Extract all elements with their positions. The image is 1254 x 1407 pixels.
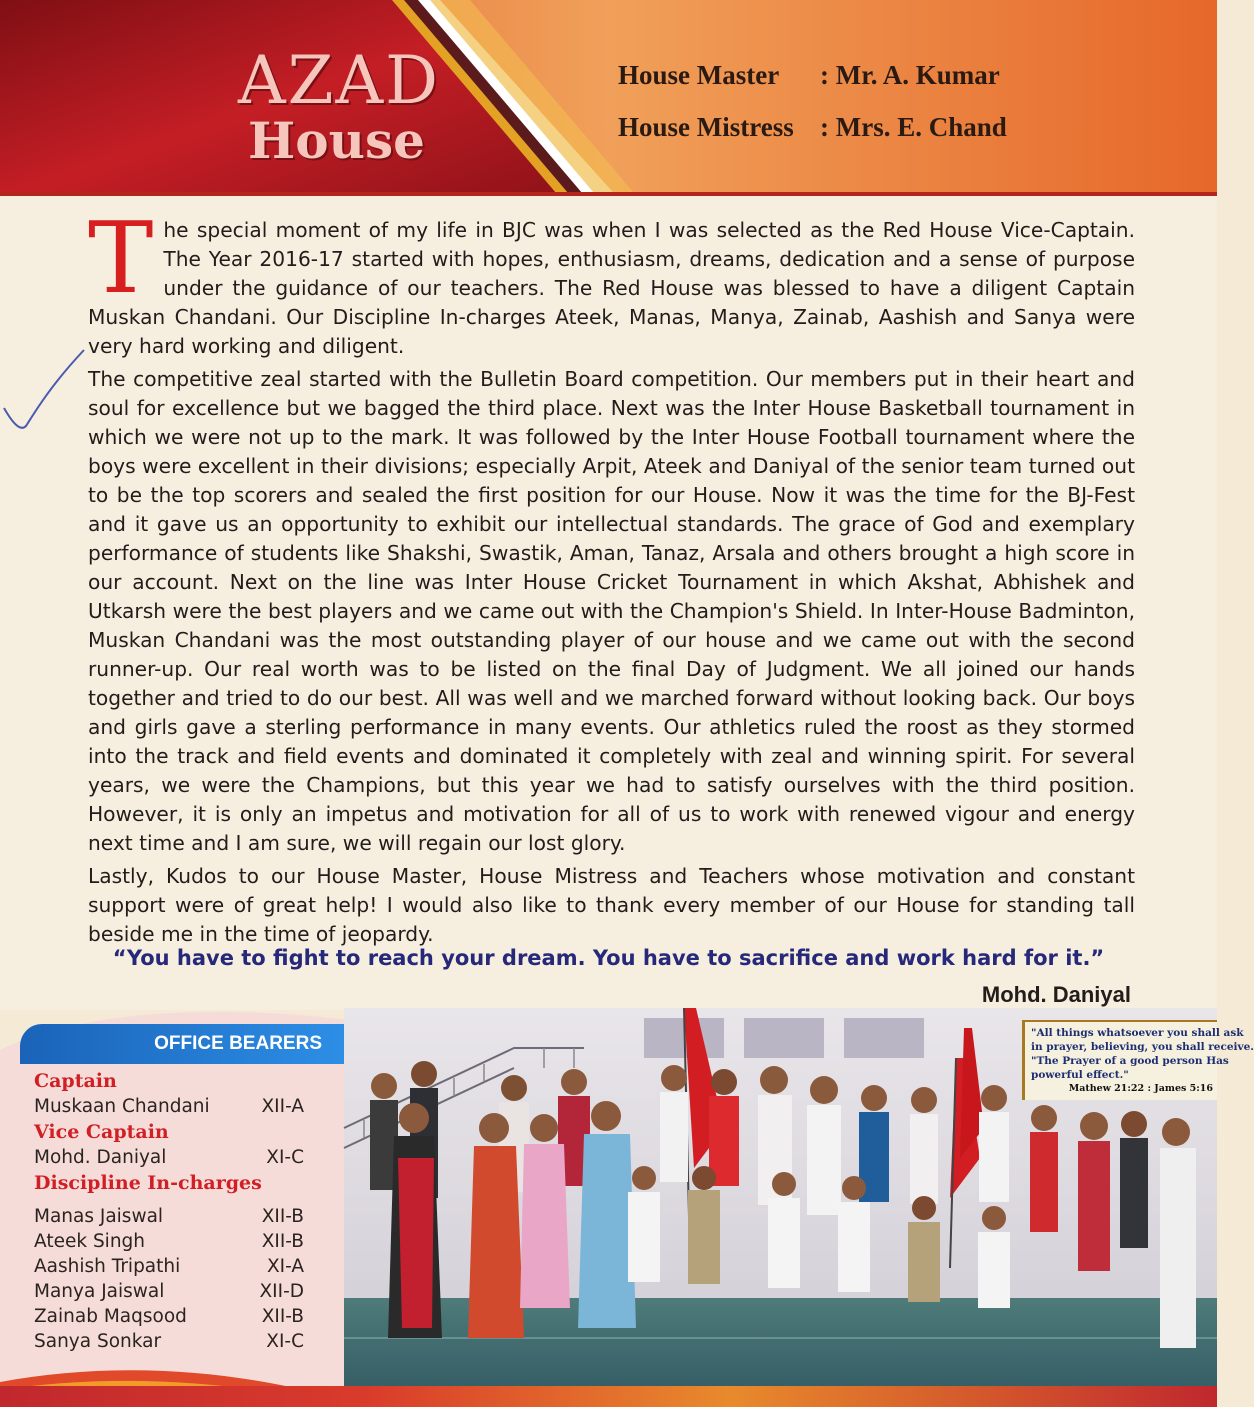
member-class: XI-A [266,1256,304,1277]
member-class: XII-D [259,1281,304,1302]
discipline-row [34,1229,304,1254]
member-name: Manya Jaiswal [34,1281,165,1302]
house-master [618,60,1000,91]
member-name: Sanya Sonkar [34,1331,162,1352]
member-name: Manas Jaiswal [34,1206,164,1227]
verse-line: "All things whatsoever you shall ask [1031,1027,1244,1039]
house-master-label: House Master [618,60,780,90]
discipline-row [34,1304,304,1329]
house-mistress-name: : Mrs. E. Chand [820,112,1007,142]
office-bearers-list [34,1068,334,1354]
verse-line: in prayer, believing, you shall receive. [1031,1041,1254,1053]
house-master-name: : Mr. A. Kumar [820,60,1000,90]
office-bearers-heading-text: OFFICE BEARERS [154,1033,322,1054]
vice-captain-role: Vice Captain [34,1121,169,1143]
office-bearers-heading [20,1024,344,1064]
member-class: XII-A [261,1096,304,1117]
article-paragraph: Lastly, Kudos to our House Master, House Mistress and Teachers whose motivation and constant support were of great help! I would also like to thank every member of our House for standing tall beside me in the time of jeopardy. [88,864,1135,946]
paragraph-text: he special moment of my life in BJC was when I was selected as the Red House Vice-Captain. The Year 2016-17 started with hopes, enthusiasm, dreams, dedication and a sense of purpose under the guidance of our teachers. The Red House was blessed to have a diligent Captain Muskan Chandani. Our Discipline In-charges Ateek, Manas, Manya, Zainab, Aashish and Sanya were very hard working and diligent. [88,218,1135,358]
discipline-row [34,1204,304,1229]
pen-tick-mark-icon [0,340,90,440]
captain-role: Captain [34,1070,117,1092]
house-header [0,0,1217,200]
author-signature: Mohd. Daniyal [981,982,1131,1007]
bottom-decorative-strip [0,1386,1217,1407]
member-name: Muskaan Chandani [34,1096,210,1117]
verse-line: powerful effect." [1031,1069,1129,1081]
member-name: Mohd. Daniyal [34,1147,167,1168]
discipline-row [34,1329,304,1354]
header-banner-graphic [0,0,1217,200]
member-class: XII-B [261,1206,304,1227]
member-name: Ateek Singh [34,1231,146,1252]
member-class: XII-B [261,1231,304,1252]
house-title: AZAD [238,42,441,119]
article-body [88,202,1135,953]
verse-line: "The Prayer of a good person Has [1031,1055,1229,1067]
article-paragraph: The competitive zeal started with the Bulletin Board competition. Our members put in their heart and soul for excellence but we bagged the third place. Next was the Inter House Basketball tournament in which we were not up to the mark. It was followed by the Inter House Football tournament where the boys were excellent in their divisions; especially Arpit, Ateek and Daniyal of the senior team turned out to be the top scorers and sealed the first position for our House. Now it was the time for the BJ-Fest and it gave us an opportunity to exhibit our intellectual standards. The grace of God and exemplary performance of students like Shakshi, Swastik, Aman, Tanaz, Arsala and others brought a high score in our account. Next on the line was Inter House Cricket Tournament in which Akshat, Abhishek and Utkarsh were the best players and we came out with the Champion's Shield. In Inter-House Badminton, Muskan Chandani was the most outstanding player of our house and we came out with the second runner-up. Our real worth was to be listed on the final Day of Judgment. We all joined our hands together and tried to do our best. All was well and we marched forward without looking back. Our boys and girls gave a sterling performance in many events. Our athletics ruled the roost as they stormed into the track and field events and dominated it completely with zeal and winning spirit. For several years, we were the Champions, but this year we had to satisfy ourselves with the third position. However, it is only an impetus and motivation for all of us to work with renewed vigour and energy next time and I am sure, we will regain our lost glory. [88,367,1135,855]
discipline-row [34,1254,304,1279]
captain-row [34,1094,304,1119]
scripture-banner [1022,1020,1254,1100]
verse-reference: Mathew 21:22 : James 5:16 [1068,1083,1213,1094]
member-class: XI-C [266,1147,304,1168]
house-mistress [618,112,1007,143]
discipline-row [34,1279,304,1304]
member-name: Aashish Tripathi [34,1256,181,1277]
member-class: XII-B [261,1306,304,1327]
member-class: XI-C [266,1331,304,1352]
drop-cap: T [88,202,154,316]
article-paragraph [88,202,1135,361]
house-subtitle: House [248,111,425,170]
closing-quote: “You have to fight to reach your dream. You have to sacrifice and work hard for it.” [112,946,1105,970]
member-name: Zainab Maqsood [34,1306,187,1327]
discipline-role: Discipline In-charges [34,1172,262,1194]
house-mistress-label: House Mistress [618,112,794,142]
vice-captain-row [34,1145,304,1170]
